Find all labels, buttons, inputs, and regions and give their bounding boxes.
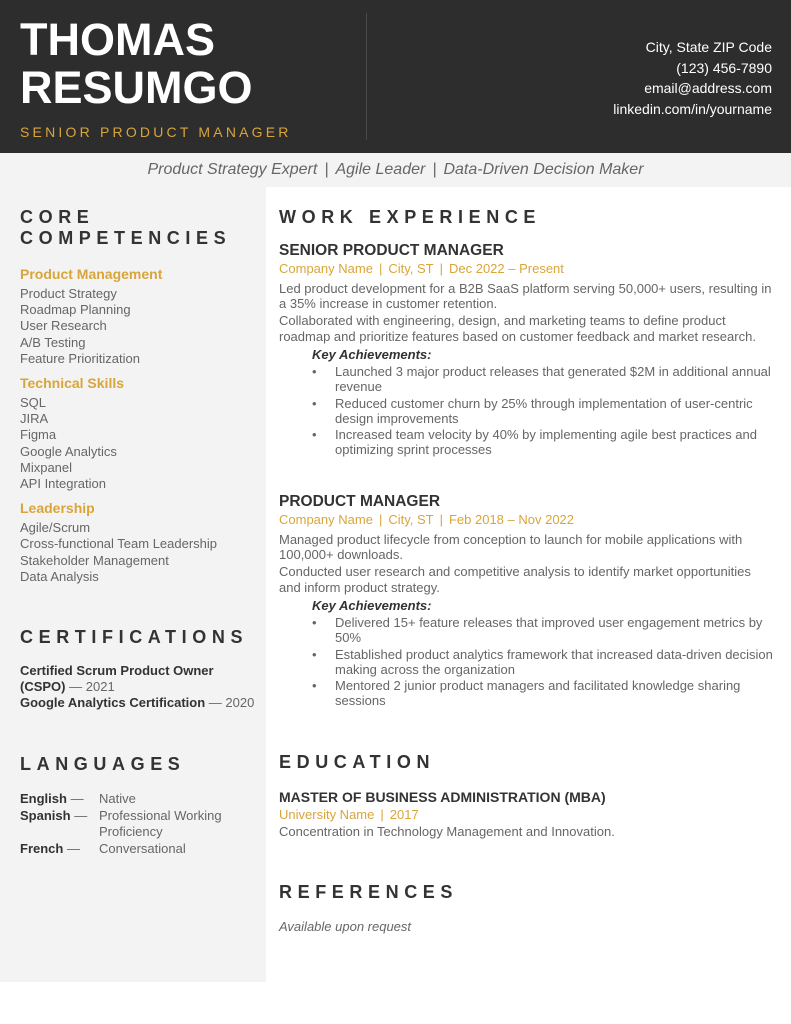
tagline-item: Product Strategy Expert [147,161,318,178]
certification-dash: — [69,679,83,695]
education-description: Concentration in Technology Management and Innovation. [279,824,615,839]
competencies-title-line1: CORE [20,207,95,227]
competency-item: A/B Testing [20,334,86,350]
section-title-work: WORK EXPERIENCE [279,207,542,227]
job-description: Conducted user research and competitive analysis to identify market opportunities and inform product strategy. [279,564,751,595]
section-title-competencies [20,207,260,249]
competency-item: API Integration [20,476,106,492]
sidebar [0,187,266,982]
bullet-icon: • [312,395,317,411]
job-entry [279,242,779,459]
competency-item: Google Analytics [20,443,117,459]
education-degree: MASTER OF BUSINESS ADMINISTRATION (MBA) [279,789,606,805]
education-section [279,752,779,840]
bullet-icon: • [312,646,317,662]
job-role: PRODUCT MANAGER [279,493,441,510]
achievement-item: • Reduced customer churn by 25% through implementation of user-centric design improvements [312,395,753,426]
competency-category [20,375,260,492]
section-title-education: EDUCATION [279,752,436,772]
tagline [147,161,643,179]
competency-item: User Research [20,318,107,334]
tagline-separator: | [432,161,437,178]
tagline-item: Agile Leader [335,161,426,178]
education-meta: University Name | 2017 [279,807,419,822]
competency-item: Data Analysis [20,568,99,584]
candidate-title: SENIOR PRODUCT MANAGER [20,124,292,140]
job-location: City, ST [388,261,434,276]
achievement-item: • Increased team velocity by 40% by implementing agile best practices and optimizing sprint processes [312,427,757,458]
achievements-list [312,364,779,458]
certification-dash: — [208,695,222,711]
achievement-item: • Launched 3 major product releases that generated $2M in additional annual revenue [312,363,771,395]
job-meta: Company Name | City, ST | Feb 2018 – Nov 2022 [279,512,575,527]
name-first: THOMAS [20,14,215,65]
resume-header [0,0,791,153]
section-title-certifications: CERTIFICATIONS [20,627,249,647]
language-level: Conversational [99,840,186,856]
job-entry [279,493,779,710]
bullet-icon: • [312,363,317,379]
language-item [20,841,260,857]
job-dates: Feb 2018 – Nov 2022 [448,512,575,527]
contact-info [613,37,772,119]
job-role: SENIOR PRODUCT MANAGER [279,242,504,259]
tagline-item: Data-Driven Decision Maker [443,161,644,178]
language-name: French — [20,840,80,856]
competency-item: Figma [20,427,57,443]
language-level: Professional Working Proficiency [99,808,222,839]
competency-item: Mixpanel [20,459,73,475]
job-meta: Company Name | City, ST | Dec 2022 – Present [279,261,564,276]
job-company: Company Name [279,261,373,276]
competency-item: Cross-functional Team Leadership [20,536,218,552]
name-last: RESUMGO [20,62,253,113]
achievements-list [312,615,779,709]
certification-name: Certified Scrum Product Owner (CSPO) [20,663,214,695]
certification-year: 2021 [85,679,115,695]
contact-email[interactable]: email@address.com [644,80,772,96]
achievements-title: Key Achievements: [312,597,432,613]
references-text: Available upon request [279,919,412,934]
competency-item: Agile/Scrum [20,520,91,536]
language-item [20,791,260,807]
tagline-band [0,153,791,187]
achievement-item: • Mentored 2 junior product managers and facilitated knowledge sharing sessions [312,678,741,709]
competencies-section [20,207,260,585]
achievement-item: • Delivered 15+ feature releases that improved user engagement metrics by 50% [312,614,763,646]
competency-item: JIRA [20,411,49,427]
education-school: University Name [279,807,375,822]
language-name: English — [20,791,84,806]
certifications-section [20,627,260,712]
certification-year: 2020 [225,695,255,711]
language-item [20,808,260,839]
section-title-languages: LANGUAGES [20,754,186,774]
education-year: 2017 [389,807,419,822]
competency-category [20,266,260,367]
contact-location: City, State ZIP Code [645,39,772,55]
category-title: Product Management [20,266,163,282]
job-company: Company Name [279,512,373,527]
language-level: Native [99,791,136,806]
job-description: Collaborated with engineering, design, and marketing teams to define product roadmap and prioritize features based on customer feedback and market research. [279,313,756,344]
competency-item: Stakeholder Management [20,552,169,568]
competency-item: Roadmap Planning [20,302,131,318]
competency-item: Feature Prioritization [20,350,140,366]
tagline-separator: | [324,161,329,178]
job-location: City, ST [388,512,434,527]
bullet-icon: • [312,678,317,694]
job-description: Led product development for a B2B SaaS platform serving 50,000+ users, resulting in a 35% increase in customer retention. [279,281,772,312]
achievement-item: • Established product analytics framework that increased data-driven decision making across the organization [312,646,773,677]
languages-section [20,754,260,858]
section-title-references: REFERENCES [279,882,459,902]
achievements-title: Key Achievements: [312,346,432,362]
language-name: Spanish — [20,808,88,823]
category-title: Leadership [20,500,95,517]
job-description: Managed product lifecycle from conception to launch for mobile applications with 100,000+ downloads. [279,532,743,563]
competency-item: SQL [20,395,47,411]
competencies-title-line2: COMPETENCIES [20,228,232,248]
job-dates: Dec 2022 – Present [448,261,564,276]
certification-name: Google Analytics Certification [20,695,206,711]
candidate-name [20,16,253,112]
certification-item [20,695,260,711]
contact-linkedin[interactable]: linkedin.com/in/yourname [613,100,772,117]
competency-item: Product Strategy [20,286,117,301]
competency-category [20,500,260,585]
category-title: Technical Skills [20,375,125,392]
header-divider [366,13,367,140]
references-section [279,882,779,935]
certification-item [20,663,260,695]
contact-phone: (123) 456-7890 [676,59,772,76]
bullet-icon: • [312,427,317,443]
bullet-icon: • [312,614,317,630]
